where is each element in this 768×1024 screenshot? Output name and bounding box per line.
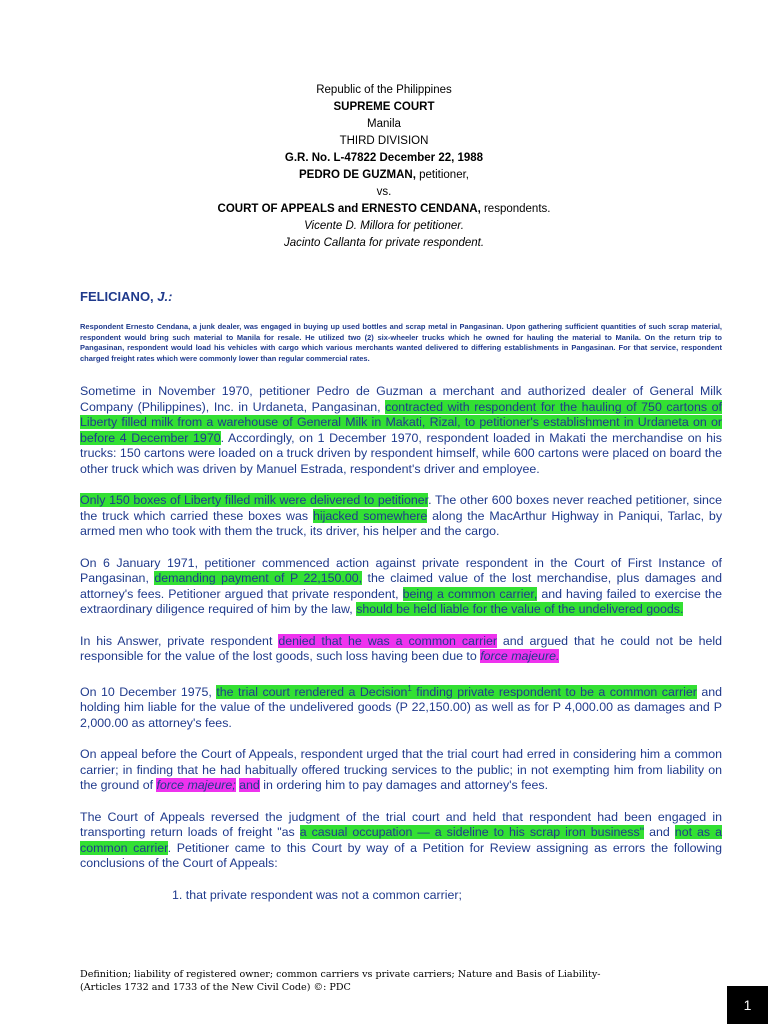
highlight-green: demanding payment of P 22,150.00, <box>154 571 363 585</box>
ponente-name: FELICIANO, <box>80 289 158 304</box>
paragraph-1 <box>80 384 722 477</box>
header-republic: Republic of the Philippines <box>316 84 452 96</box>
header-case-number: G.R. No. L-47822 December 22, 1988 <box>284 152 484 164</box>
respondents-role: respondents. <box>480 203 551 215</box>
text: . The other 600 boxes never reached petitioner, since the truck which carried these boxes was <box>80 493 722 523</box>
text: On 10 December 1975, <box>80 684 217 699</box>
text: On 6 January 1971, petitioner commenced action against private respondent in the Court of First Instance of Pangasinan, <box>80 555 722 585</box>
text: the trial court rendered a Decision <box>216 684 408 699</box>
header-counsel-respondent: Jacinto Callanta for private respondent. <box>283 237 485 249</box>
paragraph-7 <box>80 810 722 872</box>
text: the claimed value of the lost merchandise, plus damages and attorney's fees. Petitioner argued that private respondent, <box>80 571 722 601</box>
text: and argued that he could not be held responsible for the value of the lost goods, such loss having been due to <box>80 633 723 663</box>
header-vs: vs. <box>376 186 392 198</box>
text: In his Answer, private respondent <box>80 633 279 648</box>
text: along the MacArthur Highway in Paniqui, Tarlac, by armed men who took with them the truck, its driver, his helper and the cargo. <box>80 508 723 538</box>
highlight-green: Only 150 boxes of Liberty filled milk were delivered to petitioner <box>80 493 429 507</box>
footer-line-2: (Articles 1732 and 1733 of the New Civil Code) ©: PDC <box>80 982 351 993</box>
paragraph-2 <box>80 493 722 540</box>
highlight-green: contracted with respondent for the hauling of 750 cartons of Liberty filled milk from a warehouse of General Milk in Makati, Rizal, to petitioner's establishment in Urdaneta on or before 4 December 1970 <box>80 399 722 445</box>
paragraph-5 <box>80 681 722 732</box>
ponente <box>80 289 172 304</box>
header-division: THIRD DIVISION <box>339 135 429 147</box>
highlight-magenta: and <box>239 778 260 793</box>
highlight-magenta: denied that he was a common carrier <box>278 633 497 648</box>
paragraph-3 <box>80 556 722 618</box>
highlight-green: not as a common carrier <box>80 825 723 855</box>
petitioner-role: petitioner, <box>415 169 469 181</box>
header-respondents <box>0 201 768 218</box>
footer-line-1: Definition; liability of registered owner; common carriers vs private carriers; Nature and Basis of Liability- <box>80 969 601 980</box>
list-item: 1. that private respondent was not a common carrier; <box>172 887 462 902</box>
text: and having failed to exercise the extraordinary diligence required of him by the law, <box>80 586 722 616</box>
text: . Accordingly, on 1 December 1970, respondent loaded in Makati the merchandise on his trucks: 150 cartons were loaded on a truck driven by respondent himself, while 600 cartons were placed on board the other truck which was driven by Manuel Estrada, respondent's driver and employee. <box>80 430 722 476</box>
text: and <box>644 825 675 840</box>
paragraph-4 <box>80 634 722 665</box>
highlight-magenta: force majeure; <box>156 778 236 793</box>
header-court: SUPREME COURT <box>333 101 435 113</box>
text: finding private respondent to be a common carrier <box>411 684 697 699</box>
ponente-suffix: J.: <box>157 289 173 304</box>
text: The Court of Appeals reversed the judgment of the trial court and held that respondent had been engaged in transporting return loads of freight "as <box>80 809 722 840</box>
page-footer <box>80 968 680 994</box>
case-summary: Respondent Ernesto Cendana, a junk dealer, was engaged in buying up used bottles and scrap metal in Pangasinan. Upon gathering sufficient quantities of such scrap material, respondent would bring such material to Manila for resale. He utilized two (2) six-wheeler trucks which he owned for hauling the material to Manila. On the return trip to Pangasinan, respondent would load his vehicles with cargo which various merchants wanted delivered to differing establishments in Pangasinan. For that service, respondent charged freight rates which were commonly lower than regular commercial rates. <box>80 322 722 363</box>
footnote-ref[interactable]: 1 <box>407 683 412 693</box>
header-city: Manila <box>367 118 401 130</box>
highlight-green <box>216 685 697 699</box>
highlight-green: a casual occupation — a sideline to his scrap iron business" <box>299 825 645 840</box>
decision-body <box>80 384 722 919</box>
page-number-badge: 1 <box>727 986 768 1024</box>
highlight-green: hijacked somewhere <box>312 508 428 523</box>
text: On appeal before the Court of Appeals, respondent urged that the trial court had erred in considering him a common carrier; in finding that he had habitually offered trucking services to the public; in not exempting him from liability on the ground of <box>80 747 722 793</box>
highlight-green: should be held liable for the value of the undelivered goods. <box>356 602 684 616</box>
respondents-name: COURT OF APPEALS and ERNESTO CENDANA, <box>217 203 481 215</box>
header-counsel-petitioner: Vicente D. Millora for petitioner. <box>304 220 464 232</box>
highlight-green: being a common carrier, <box>402 586 538 601</box>
petitioner-name: PEDRO DE GUZMAN, <box>299 169 416 181</box>
header-petitioner <box>0 167 768 184</box>
case-header <box>0 82 768 252</box>
text: in ordering him to pay damages and attorney's fees. <box>259 778 549 793</box>
highlight-magenta: force majeure. <box>480 649 560 663</box>
text: and holding him liable for the value of the undelivered goods (P 22,150.00) as well as for P 4,000.00 as damages and P 2,000.00 as attorney's fees. <box>80 684 723 730</box>
paragraph-6 <box>80 747 722 794</box>
text: . Petitioner came to this Court by way of a Petition for Review assigning as errors the following conclusions of the Court of Appeals: <box>80 840 722 871</box>
text: Sometime in November 1970, petitioner Pedro de Guzman a merchant and authorized dealer of General Milk Company (Philippines), Inc. in Urdaneta, Pangasinan, <box>80 384 722 414</box>
